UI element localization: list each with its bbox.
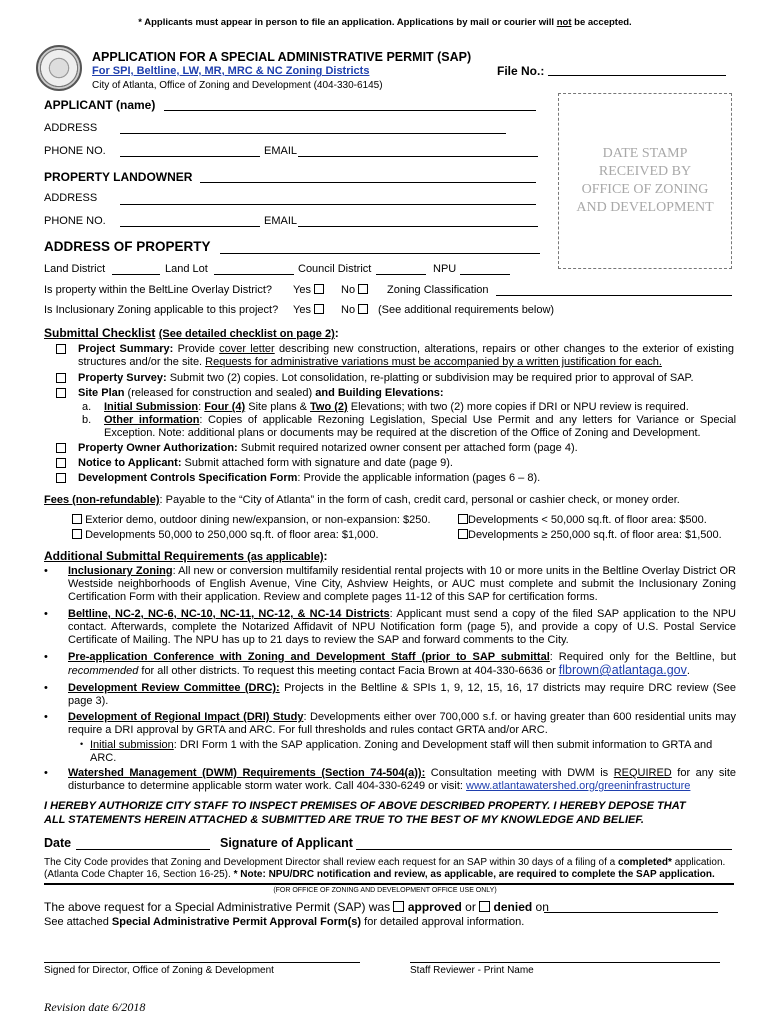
decision-date-field[interactable] bbox=[544, 912, 718, 913]
signature-label: Signature of Applicant bbox=[220, 836, 353, 850]
landowner-address-field[interactable] bbox=[120, 204, 536, 205]
zoning-class-label: Zoning Classification bbox=[387, 284, 489, 296]
applicant-phone-field[interactable] bbox=[120, 156, 260, 157]
property-address-field[interactable] bbox=[220, 253, 540, 254]
landowner-phone-label: PHONE NO. bbox=[44, 215, 106, 227]
land-lot-label: Land Lot bbox=[165, 263, 208, 275]
notice-to-applicant-checkbox[interactable] bbox=[56, 458, 66, 468]
beltline-no: No bbox=[341, 284, 368, 296]
property-survey-checkbox[interactable] bbox=[56, 373, 66, 383]
inclusionary-no-checkbox[interactable] bbox=[358, 304, 368, 314]
applicant-address-label: ADDRESS bbox=[44, 122, 98, 134]
city-seal-logo bbox=[36, 45, 82, 91]
facia-brown-email-link[interactable]: flbrown@atlantaga.gov bbox=[558, 663, 687, 677]
applicant-name-field[interactable] bbox=[164, 110, 536, 111]
council-district-label: Council District bbox=[298, 263, 372, 275]
director-signature-label: Signed for Director, Office of Zoning & Development bbox=[44, 965, 274, 976]
property-address-label: ADDRESS OF PROPERTY bbox=[44, 239, 211, 254]
land-district-label: Land District bbox=[44, 263, 106, 275]
revision-date: Revision date 6/2018 bbox=[44, 1000, 146, 1014]
beltline-yes: Yes bbox=[293, 284, 324, 296]
beltline-question: Is property within the BeltLine Overlay District? bbox=[44, 284, 273, 296]
director-signature-field[interactable] bbox=[44, 962, 360, 963]
denied-checkbox[interactable] bbox=[479, 901, 490, 912]
date-label: Date bbox=[44, 836, 72, 850]
landowner-name-field[interactable] bbox=[200, 182, 536, 183]
form-subtitle: For SPI, Beltline, LW, MR, MRC & NC Zoning Districts bbox=[92, 65, 370, 77]
fee-500-checkbox[interactable] bbox=[458, 514, 468, 524]
see-additional-note: (See additional requirements below) bbox=[378, 304, 555, 316]
land-district-field[interactable] bbox=[112, 274, 160, 275]
fee-250-checkbox[interactable] bbox=[72, 514, 82, 524]
inclusionary-no: No bbox=[341, 304, 368, 316]
landowner-email-field[interactable] bbox=[298, 226, 538, 227]
site-plan-checkbox[interactable] bbox=[56, 388, 66, 398]
header-notice: * Applicants must appear in person to file an application. Applications by mail or courier will not be accepted. bbox=[138, 17, 632, 28]
office-line: City of Atlanta, Office of Zoning and Development (404-330-6145) bbox=[92, 80, 383, 91]
approved-checkbox[interactable] bbox=[393, 901, 404, 912]
npu-label: NPU bbox=[433, 263, 457, 275]
office-use-divider bbox=[44, 883, 734, 885]
form-title: APPLICATION FOR A SPECIAL ADMINISTRATIVE PERMIT (SAP) bbox=[92, 50, 472, 64]
project-summary-checkbox[interactable] bbox=[56, 344, 66, 354]
see-attached-line: See attached Special Administrative Permit Approval Form(s) for detailed approval information. bbox=[44, 916, 525, 928]
zoning-class-field[interactable] bbox=[496, 295, 732, 296]
file-no-label: File No.: bbox=[497, 64, 545, 78]
watershed-link[interactable]: www.atlantawatershed.org/greeninfrastructure bbox=[466, 780, 691, 792]
authorization-line-1: I HEREBY AUTHORIZE CITY STAFF TO INSPECT PREMISES OF ABOVE DESCRIBED PROPERTY. I HEREBY DEPOSE THAT bbox=[44, 800, 686, 812]
code-note: The City Code provides that Zoning and Development Director shall review each request for an SAP within 30 days of a filing of a completed* application. (Atlanta Code Chapter 16, Section 16-25). * Note: NPU/DRC notification and review, as applicable, are required to complete the SAP application. bbox=[44, 857, 726, 880]
date-field[interactable] bbox=[76, 849, 210, 850]
additional-heading: Additional Submittal Requirements (as applicable): bbox=[44, 549, 328, 563]
inclusionary-yes-checkbox[interactable] bbox=[314, 304, 324, 314]
file-no-field[interactable] bbox=[548, 75, 726, 76]
applicant-email-field[interactable] bbox=[298, 156, 538, 157]
checklist-heading: Submittal Checklist (See detailed checklist on page 2): bbox=[44, 326, 339, 340]
office-use-label: (FOR OFFICE OF ZONING AND DEVELOPMENT OFFICE USE ONLY) bbox=[273, 887, 497, 894]
development-controls-checkbox[interactable] bbox=[56, 473, 66, 483]
fee-option-2: Developments < 50,000 sq.ft. of floor area: $500. bbox=[458, 514, 707, 526]
applicant-email-label: EMAIL bbox=[264, 145, 298, 157]
landowner-email-label: EMAIL bbox=[264, 215, 298, 227]
staff-reviewer-field[interactable] bbox=[410, 962, 720, 963]
cover-letter-link[interactable]: cover letter bbox=[219, 343, 275, 355]
applicant-address-field[interactable] bbox=[120, 133, 506, 134]
landowner-phone-field[interactable] bbox=[120, 226, 260, 227]
authorization-line-2: ALL STATEMENTS HEREIN ATTACHED & SUBMITTED ARE TRUE TO THE BEST OF MY KNOWLEDGE AND BELIEF. bbox=[44, 814, 644, 826]
fee-1000-checkbox[interactable] bbox=[72, 529, 82, 539]
land-lot-field[interactable] bbox=[214, 274, 294, 275]
beltline-no-checkbox[interactable] bbox=[358, 284, 368, 294]
npu-field[interactable] bbox=[460, 274, 510, 275]
staff-reviewer-label: Staff Reviewer - Print Name bbox=[410, 965, 534, 976]
approval-line: The above request for a Special Administrative Permit (SAP) was approved or denied on bbox=[44, 900, 549, 914]
inclusionary-question: Is Inclusionary Zoning applicable to this project? bbox=[44, 304, 279, 316]
fee-option-3: Developments 50,000 to 250,000 sq.ft. of floor area: $1,000. bbox=[72, 529, 379, 541]
fee-option-4: Developments ≥ 250,000 sq.ft. of floor area: $1,500. bbox=[458, 529, 722, 541]
landowner-label: PROPERTY LANDOWNER bbox=[44, 170, 193, 184]
fees-line: Fees (non-refundable): Payable to the “City of Atlanta” in the form of cash, credit card, personal or cashier check, or money order. bbox=[44, 494, 680, 506]
owner-authorization-checkbox[interactable] bbox=[56, 443, 66, 453]
fee-option-1: Exterior demo, outdoor dining new/expansion, or non-expansion: $250. bbox=[72, 514, 431, 526]
signature-field[interactable] bbox=[356, 849, 732, 850]
landowner-address-label: ADDRESS bbox=[44, 192, 98, 204]
date-stamp-text: DATE STAMP RECEIVED BY OFFICE OF ZONING AND DEVELOPMENT bbox=[576, 146, 714, 215]
inclusionary-yes: Yes bbox=[293, 304, 324, 316]
site-plan-sub-b: b. Other information: Copies of applicable Rezoning Legislation, Special Use Permit and any letters for Variance or Special Exception. Note: additional plans or documents may be required at the discretion of the Office of Zoning and Development. bbox=[82, 414, 737, 439]
applicant-label: APPLICANT (name) bbox=[44, 98, 156, 112]
site-plan-sub-a: a. Initial Submission: Four (4) Site plans & Two (2) Elevations; with two (2) more copies if DRI or NPU review is required. bbox=[82, 401, 689, 413]
fee-1500-checkbox[interactable] bbox=[458, 529, 468, 539]
beltline-yes-checkbox[interactable] bbox=[314, 284, 324, 294]
applicant-phone-label: PHONE NO. bbox=[44, 145, 106, 157]
council-district-field[interactable] bbox=[376, 274, 426, 275]
